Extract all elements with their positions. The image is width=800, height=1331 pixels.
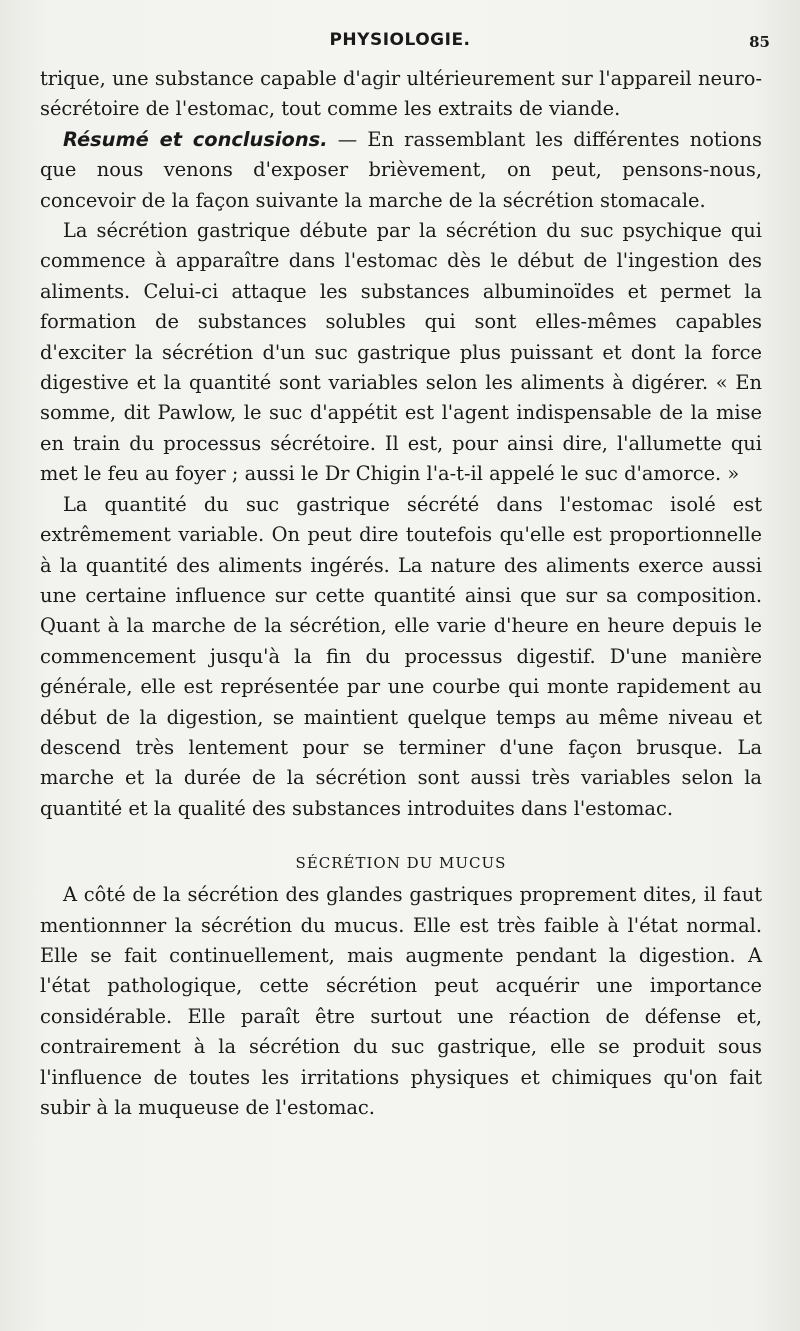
paragraph-mucus: A côté de la sécrétion des glandes gastriques proprement dites, il faut mentionnner la sécrétion du mucus. Elle est très faible à l'état normal. Elle se fait continuellement, mais augmente pendant la digestion. A l'état pathologique, cette sécrétion peut acquérir une importance considérable. Elle paraît être surtout une réaction de défense et, contrairement à la sécrétion du suc gastrique, elle se produit sous l'influence de toutes les irritations physiques et chimiques qu'on fait subir à la muqueuse de l'estomac. [40, 883, 762, 1119]
paragraph-summary-text: — En rassemblant les différentes notions que nous venons d'exposer brièvement, on peut, pensons-nous, concevoir de la façon suivante la marche de la sécrétion stomacale. [40, 127, 762, 212]
paragraph-gastric-secretion: La sécrétion gastrique débute par la sécrétion du suc psychique qui commence à apparaître dans l'estomac dès le début de l'ingestion des aliments. Celui-ci attaque les substances albuminoïdes et permet la formation de substances solubles qui sont elles-mêmes capables d'exciter la sécrétion d'un suc gastrique plus puissant et dont la force digestive et la quantité sont variables selon les aliments à digérer. « En somme, dit Pawlow, le suc d'appétit est l'agent indispensable de la mise en train du processus sécrétoire. Il est, pour ainsi dire, l'allumette qui met le feu au foyer ; aussi le Dr Chigin l'a-t-il appelé le suc d'amorce. » [40, 219, 762, 486]
paragraph-summary [40, 125, 762, 216]
running-title: PHYSIOLOGIE. [329, 30, 471, 50]
section-title: SÉCRÉTION DU MUCUS [295, 854, 507, 873]
running-header [40, 30, 770, 56]
paragraph-continuation: trique, une substance capable d'agir ultérieurement sur l'appareil neuro-sécrétoire de l'estomac, tout comme les extraits de viande. [40, 67, 762, 121]
body-text [40, 64, 762, 1123]
page-number: 85 [749, 33, 770, 51]
run-in-heading: Résumé et conclusions. [63, 127, 328, 151]
paragraph-quantity: La quantité du suc gastrique sécrété dans l'estomac isolé est extrêmement variable. On peut dire toutefois qu'elle est proportionnelle à la quantité des aliments ingérés. La nature des aliments exerce aussi une certaine influence sur cette quantité ainsi que sur sa composition. Quant à la marche de la sécrétion, elle varie d'heure en heure depuis le commencement jusqu'à la fin du processus digestif. D'une manière générale, elle est représentée par une courbe qui monte rapidement au début de la digestion, se maintient quelque temps au même niveau et descend très lentement pour se terminer d'une façon brusque. La marche et la durée de la sécrétion sont aussi très variables selon la quantité et la qualité des substances introduites dans l'estomac. [40, 492, 762, 820]
